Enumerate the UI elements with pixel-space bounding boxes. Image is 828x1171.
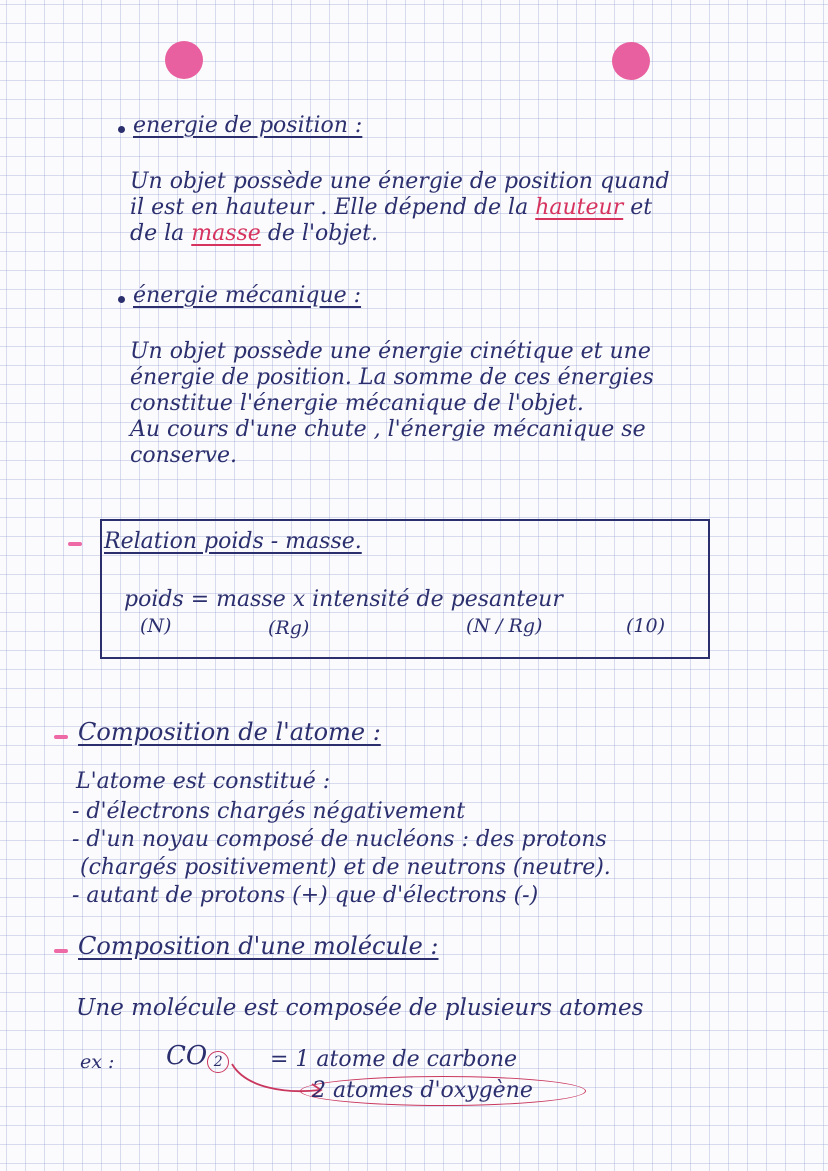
formula-index-circled: 2 xyxy=(207,1051,229,1073)
text-line: - d'un noyau composé de nucléons : des protons xyxy=(72,827,607,852)
text-line: Un objet possède une énergie cinétique et une xyxy=(130,339,651,364)
highlight-masse: masse xyxy=(191,221,261,246)
formula-prefix: CO xyxy=(166,1041,208,1071)
section-marker xyxy=(54,949,68,953)
text-line: énergie de position. La somme de ces énergies xyxy=(130,365,654,390)
relation-title: Relation poids - masse. xyxy=(104,529,362,554)
text-line xyxy=(130,196,652,220)
heading-composition-atome: Composition de l'atome : xyxy=(78,718,381,746)
text-line: 2 atomes d'oxygène xyxy=(312,1078,533,1103)
unit-poids: (N) xyxy=(140,615,172,637)
text-line: constitue l'énergie mécanique de l'objet. xyxy=(130,391,584,416)
text-line: = 1 atome de carbone xyxy=(270,1047,518,1072)
text-fragment: de l'objet. xyxy=(267,221,379,246)
text-line: Au cours d'une chute , l'énergie mécanique se xyxy=(130,417,646,442)
text-fragment: il est en hauteur . Elle dépend de la xyxy=(130,195,529,220)
bullet-dot xyxy=(118,296,125,303)
example-label: ex : xyxy=(80,1051,115,1073)
relation-formula: poids = masse x intensité de pesanteur xyxy=(124,587,563,612)
text-line: (chargés positivement) et de neutrons (neutre). xyxy=(80,855,611,880)
value-pesanteur: (10) xyxy=(626,615,666,637)
section-marker xyxy=(54,735,68,739)
text-line: L'atome est constitué : xyxy=(76,769,331,794)
section-marker xyxy=(68,542,82,546)
highlight-hauteur: hauteur xyxy=(535,195,624,220)
unit-pesanteur: (N / Rg) xyxy=(466,615,543,637)
heading-energie-position: energie de position : xyxy=(133,113,363,138)
unit-masse: (Rg) xyxy=(268,617,310,639)
text-fragment: de la xyxy=(130,221,185,246)
heading-composition-molecule: Composition d'une molécule : xyxy=(78,932,439,960)
binder-hole-right xyxy=(612,42,650,80)
text-line: - autant de protons (+) que d'électrons (-) xyxy=(72,883,539,908)
text-line: - d'électrons chargés négativement xyxy=(72,799,466,824)
text-line: conserve. xyxy=(130,443,238,468)
text-line xyxy=(130,222,378,246)
binder-hole-left xyxy=(165,41,203,79)
text-line: Une molécule est composée de plusieurs atomes xyxy=(76,995,644,1021)
bullet-dot xyxy=(118,126,125,133)
text-fragment: et xyxy=(630,195,653,220)
molecule-formula xyxy=(166,1041,229,1073)
heading-energie-mecanique: énergie mécanique : xyxy=(133,283,362,308)
text-line: Un objet possède une énergie de position quand xyxy=(130,169,670,194)
